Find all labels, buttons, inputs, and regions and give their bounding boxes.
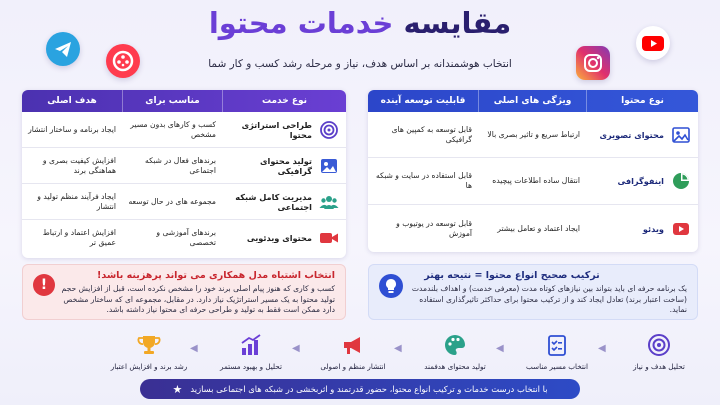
video-icon <box>318 227 340 249</box>
suitable-for: برندهای آموزشی و تخصصی <box>156 228 216 247</box>
step-grow-brand <box>110 333 188 371</box>
step-label: تحلیل و بهبود مستمر <box>220 362 282 371</box>
title-part-1: مقایسه <box>393 6 512 40</box>
trophy-icon <box>137 333 161 357</box>
page-title <box>0 6 720 40</box>
step-label: تولید محتوای هدفمند <box>424 362 486 371</box>
step-label: انتخاب مسیر مناسب <box>525 362 589 371</box>
service-name: محتوای ویدئویی <box>246 233 312 243</box>
main-features: انتقال ساده اطلاعات پیچیده <box>492 176 580 185</box>
table-row <box>368 158 698 205</box>
growth-chart-icon <box>239 333 263 357</box>
megaphone-icon <box>341 333 365 357</box>
column-header: قابلیت توسعه آینده <box>380 96 466 106</box>
table-row <box>368 112 698 158</box>
alert-icon: ! <box>33 274 55 296</box>
content-type-name: اینفوگرافی <box>617 176 664 186</box>
main-goal: ایجاد برنامه و ساختار انتشار <box>28 124 116 134</box>
suitable-for: برندهای فعال در شبکه اجتماعی <box>145 155 216 175</box>
main-goal: ایجاد فرآیند منظم تولید و انتشار <box>37 191 116 211</box>
content-type-name: محتوای تصویری <box>599 129 664 140</box>
picture-icon <box>670 124 692 146</box>
main-goal: افزایش کیفیت بصری و هماهنگی برند <box>42 155 116 175</box>
table-row <box>22 184 346 220</box>
target-icon <box>647 333 671 357</box>
image-icon <box>318 155 340 177</box>
service-name: تولید محتوای گرافیکی <box>260 155 312 176</box>
footer-text: با انتخاب درست خدمات و ترکیب انواع محتوا، حضور قدرتمند و اثربخشی در شبکه های اجتماعی بسازید <box>190 384 548 394</box>
table-row <box>22 220 346 256</box>
tip-text: یک برنامه حرفه ای باید بتواند بین نیازهای کوتاه مدت (معرفی خدمت) و اهداف بلندمدت (ساخت اعتبار برند) تعادل ایجاد کند و از ترکیب محتوا برای حداکثر تاثیرگذاری استفاده نماید. <box>411 284 687 314</box>
main-features: ارتباط سریع و تاثیر بصری بالا <box>487 129 580 139</box>
youtube-icon <box>636 26 670 60</box>
table-row <box>368 205 698 252</box>
content-type-name: ویدئو <box>642 223 664 234</box>
warning-box <box>22 264 346 320</box>
future-development: قابل استفاده در سایت و شبکه ها <box>375 171 472 190</box>
column-header: ویژگی های اصلی <box>478 90 586 112</box>
services-table <box>22 90 346 258</box>
service-name: طراحی استراتژی محتوا <box>241 119 312 140</box>
step-choose-path <box>518 333 596 371</box>
video-play-icon <box>670 218 692 240</box>
content-types-table <box>368 90 698 252</box>
telegram-icon <box>46 32 80 66</box>
page-subtitle: انتخاب هوشمندانه بر اساس هدف، نیاز و مرحله رشد کسب و کار شما <box>208 58 512 70</box>
filmstrip-app-icon <box>106 44 140 78</box>
arrow-left-icon: ◀ <box>496 343 504 354</box>
main-features: ایجاد اعتماد و تعامل بیشتر <box>497 223 580 233</box>
palette-icon <box>443 333 467 357</box>
instagram-icon <box>576 46 610 80</box>
checklist-icon <box>545 333 569 357</box>
warning-title: انتخاب اشتباه مدل همکاری می تواند پرهزینه باشد! <box>97 270 335 281</box>
title-part-2: خدمات محتوا <box>208 6 394 40</box>
step-produce-content <box>416 333 494 371</box>
table-row <box>22 148 346 184</box>
future-development: قابل توسعه در یوتیوب و آموزش <box>396 218 472 238</box>
arrow-left-icon: ◀ <box>598 343 606 354</box>
target-icon <box>318 119 340 141</box>
step-publish <box>314 333 392 371</box>
star-icon: ★ <box>172 382 183 396</box>
pie-chart-icon <box>670 170 692 192</box>
tip-box <box>368 264 698 320</box>
suitable-for: مجموعه های در حال توسعه <box>128 196 216 206</box>
step-analyze <box>620 333 698 371</box>
step-label: رشد برند و افزایش اعتبار <box>110 362 188 371</box>
arrow-left-icon: ◀ <box>190 343 198 354</box>
arrow-left-icon: ◀ <box>292 343 300 354</box>
column-header: نوع محتوا <box>586 90 698 112</box>
services-table-header <box>22 90 346 112</box>
arrow-left-icon: ◀ <box>394 343 402 354</box>
table-row <box>22 112 346 148</box>
service-name: مدیریت کامل شبکه اجتماعی <box>235 191 312 212</box>
suitable-for: کسب و کارهای بدون مسیر مشخص <box>130 119 216 139</box>
tip-title: ترکیب صحیح انواع محتوا = نتیجه بهتر <box>424 270 600 281</box>
column-header: مناسب برای <box>122 90 222 112</box>
warning-text: کسب و کاری که هنوز پیام اصلی برند خود را مشخص نکرده است، قبل از افزایش حجم تولید محتوا به یک مسیر استراتژیک نیاز دارد. در مقابل، مجموعه ای که ساختار مشخص دارد ممکن است فقط به تولید و طراحی حرفه ای محتوا نیاز داشته باشد. <box>61 284 335 314</box>
step-improve <box>212 333 290 371</box>
future-development: قابل توسعه به کمپین های گرافیکی <box>391 124 472 144</box>
column-header: هدف اصلی <box>47 96 97 106</box>
content-table-header <box>368 90 698 112</box>
column-header: نوع خدمت <box>222 90 346 112</box>
team-icon <box>318 191 340 213</box>
main-goal: افزایش اعتماد و ارتباط عمیق تر <box>42 228 116 247</box>
footer-banner <box>140 379 580 399</box>
step-label: انتشار منظم و اصولی <box>320 362 386 371</box>
step-label: تحلیل هدف و نیاز <box>633 362 685 371</box>
